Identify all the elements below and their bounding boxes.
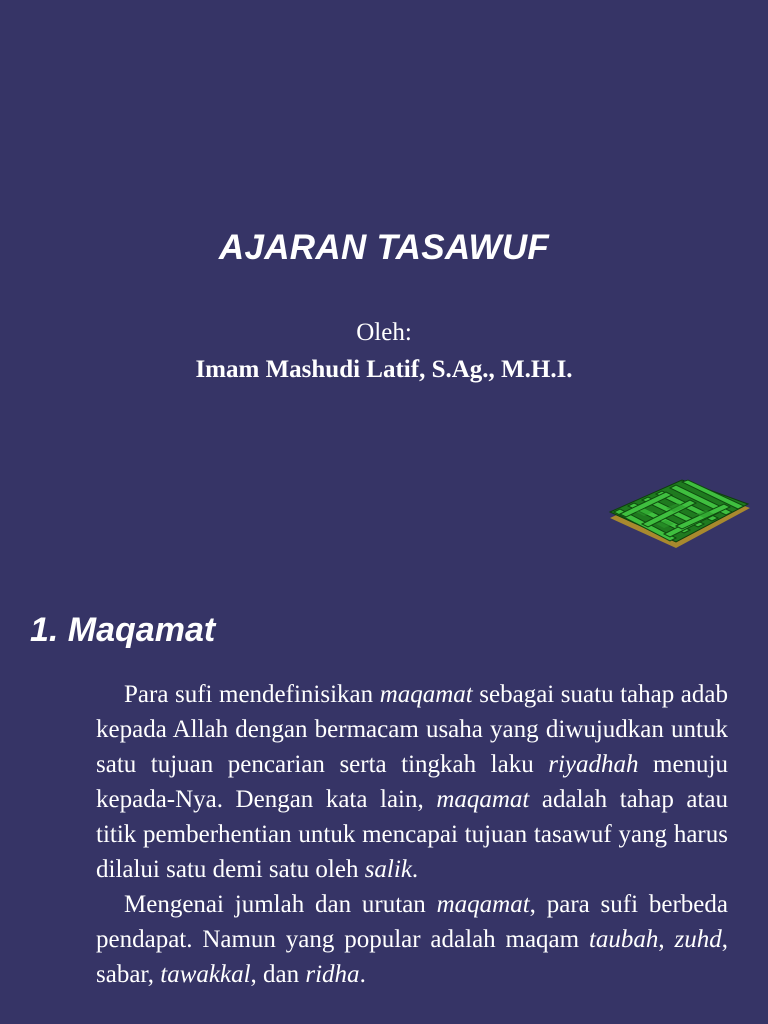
text-run: sebagai suatu tahap adab kepada Allah dengan bermacam usaha yang diwujudkan untuk satu tujuan pencarian serta tingkah laku (96, 681, 728, 778)
text-run: , sabar, (96, 926, 728, 988)
italic-term: maqamat (436, 786, 530, 813)
italic-term: taubah (588, 926, 659, 953)
italic-term: maqamat (436, 891, 530, 918)
italic-term: tawakkal (160, 961, 251, 988)
author-name: Imam Mashudi Latif, S.Ag., M.H.I. (195, 356, 573, 383)
text-run: menuju kepada-Nya. Dengan kata lain, (96, 751, 728, 813)
italic-term: riyadhah (548, 751, 639, 778)
italic-term: maqamat (379, 681, 473, 708)
italic-term: salik (364, 856, 412, 883)
italic-term: ridha (305, 961, 360, 988)
italic-term: zuhd (674, 926, 722, 953)
text-run: , para sufi berbeda pendapat. Namun yang popular adalah maqam (96, 891, 728, 953)
text-run: . (359, 961, 366, 988)
text-run: . (411, 856, 419, 883)
by-label: Oleh: (356, 319, 412, 346)
section-heading: 1. Maqamat (30, 611, 216, 649)
paragraph-1 (96, 677, 728, 887)
text-run: , dan (250, 961, 306, 988)
slide-title: AJARAN TASAWUF (218, 228, 550, 267)
text-run: adalah tahap atau titik pemberhentian untuk mencapai tujuan tasawuf yang harus dilalui satu demi satu oleh (96, 786, 729, 883)
text-run: Mengenai jumlah dan urutan (124, 891, 437, 918)
text-run: , (658, 926, 675, 953)
text-run: Para sufi mendefinisikan (124, 681, 380, 708)
content-slide (0, 575, 768, 1024)
body-text (96, 677, 728, 992)
maze-icon (606, 478, 752, 558)
paragraph-2 (96, 887, 728, 992)
